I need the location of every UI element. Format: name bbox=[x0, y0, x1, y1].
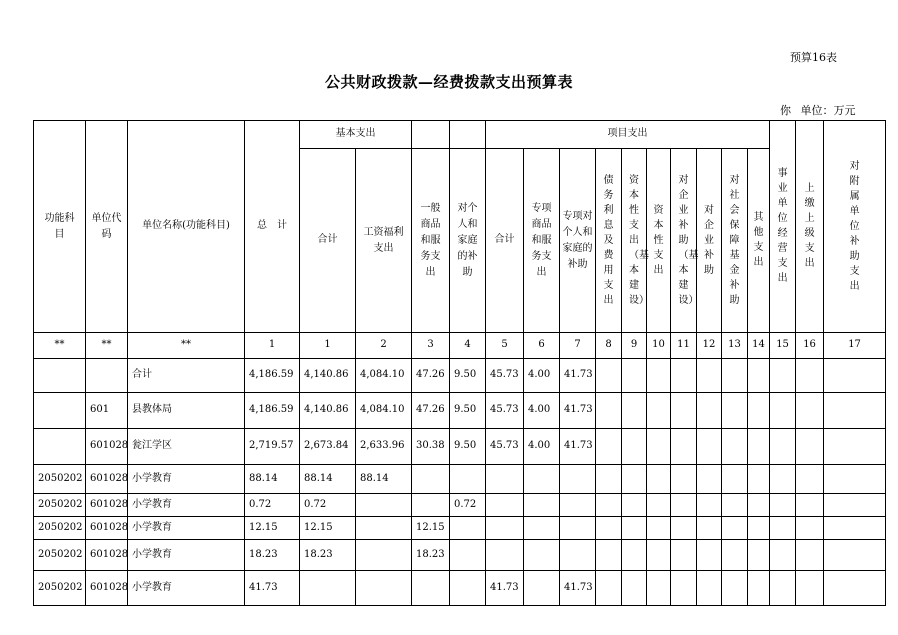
table-cell: 4,140.86 bbox=[300, 359, 356, 393]
table-cell: 合计 bbox=[128, 359, 245, 393]
table-cell bbox=[697, 494, 722, 517]
table-cell bbox=[412, 571, 450, 606]
table-cell: 县教体局 bbox=[128, 393, 245, 429]
table-cell bbox=[356, 540, 412, 571]
header-debt: 债务利息及费用支出 bbox=[596, 149, 622, 333]
table-cell bbox=[524, 494, 560, 517]
table-cell: 601 bbox=[86, 393, 128, 429]
table-cell bbox=[824, 429, 886, 465]
table-cell: 4.00 bbox=[524, 359, 560, 393]
table-cell bbox=[412, 494, 450, 517]
index-cell: 12 bbox=[697, 333, 722, 359]
table-cell: 瓮江学区 bbox=[128, 429, 245, 465]
table-cell bbox=[671, 540, 697, 571]
table-cell bbox=[622, 465, 647, 494]
table-cell: 0.72 bbox=[300, 494, 356, 517]
header-enterprise-build: 对企业补助（基本建设） bbox=[671, 149, 697, 333]
unit-label: 你 单位：万元 bbox=[780, 104, 856, 117]
header-basic-total: 合计 bbox=[300, 149, 356, 333]
table-cell bbox=[524, 465, 560, 494]
table-cell: 601028 bbox=[86, 465, 128, 494]
table-cell bbox=[622, 517, 647, 540]
table-cell: 2,719.57 bbox=[245, 429, 300, 465]
table-cell bbox=[748, 359, 770, 393]
table-cell: 47.26 bbox=[412, 393, 450, 429]
index-cell: 8 bbox=[596, 333, 622, 359]
table-cell: 4,084.10 bbox=[356, 393, 412, 429]
table-cell bbox=[86, 359, 128, 393]
table-cell: 2050202 bbox=[34, 465, 86, 494]
header-unit-code: 单位代码 bbox=[86, 121, 128, 333]
table-cell bbox=[796, 465, 824, 494]
table-cell bbox=[486, 465, 524, 494]
table-cell bbox=[524, 540, 560, 571]
table-cell bbox=[671, 393, 697, 429]
header-goods: 一般商品和服务支出 bbox=[412, 149, 450, 333]
table-cell: 601028 bbox=[86, 540, 128, 571]
table-row bbox=[34, 517, 886, 540]
header-unit-name: 单位名称(功能科目) bbox=[128, 121, 245, 333]
table-cell: 45.73 bbox=[486, 359, 524, 393]
table-cell bbox=[770, 571, 796, 606]
table-cell bbox=[486, 540, 524, 571]
table-cell bbox=[671, 429, 697, 465]
table-cell bbox=[596, 571, 622, 606]
table-cell: 18.23 bbox=[245, 540, 300, 571]
index-cell: 9 bbox=[622, 333, 647, 359]
table-cell: 2,633.96 bbox=[356, 429, 412, 465]
table-cell: 12.15 bbox=[412, 517, 450, 540]
table-cell bbox=[697, 571, 722, 606]
table-cell bbox=[796, 393, 824, 429]
table-cell: 2050202 bbox=[34, 540, 86, 571]
table-cell: 2050202 bbox=[34, 571, 86, 606]
table-cell bbox=[770, 517, 796, 540]
table-cell bbox=[647, 429, 671, 465]
table-cell bbox=[647, 393, 671, 429]
table-cell bbox=[748, 494, 770, 517]
index-cell: 14 bbox=[748, 333, 770, 359]
table-cell: 45.73 bbox=[486, 429, 524, 465]
table-cell bbox=[356, 571, 412, 606]
table-cell: 601028 bbox=[86, 429, 128, 465]
table-cell: 41.73 bbox=[245, 571, 300, 606]
table-cell: 9.50 bbox=[450, 359, 486, 393]
table-cell: 2050202 bbox=[34, 494, 86, 517]
table-cell bbox=[450, 540, 486, 571]
table-cell bbox=[770, 359, 796, 393]
table-cell bbox=[824, 393, 886, 429]
form-number: 预算16表 bbox=[790, 51, 837, 64]
header-enterprise: 对企业补助 bbox=[697, 149, 722, 333]
table-cell: 18.23 bbox=[412, 540, 450, 571]
header-blank-2 bbox=[450, 121, 486, 149]
index-cell: ** bbox=[34, 333, 86, 359]
index-cell: 10 bbox=[647, 333, 671, 359]
table-cell bbox=[647, 517, 671, 540]
header-proj-goods: 专项商品和服务支出 bbox=[524, 149, 560, 333]
table-cell bbox=[412, 465, 450, 494]
table-cell bbox=[722, 571, 748, 606]
table-cell: 41.73 bbox=[486, 571, 524, 606]
budget-table bbox=[33, 120, 886, 606]
index-cell: 16 bbox=[796, 333, 824, 359]
header-proj-personal: 专项对个人和家庭的补助 bbox=[560, 149, 596, 333]
index-cell: ** bbox=[128, 333, 245, 359]
table-cell bbox=[697, 540, 722, 571]
table-cell bbox=[770, 465, 796, 494]
table-cell bbox=[722, 540, 748, 571]
header-social: 对社会保障基金补助 bbox=[722, 149, 748, 333]
header-subsidiary: 对附属单位补助支出 bbox=[824, 121, 886, 333]
header-blank-1 bbox=[412, 121, 450, 149]
table-cell bbox=[622, 393, 647, 429]
header-capital-build: 资本性支出（基本建设） bbox=[622, 149, 647, 333]
index-cell: 17 bbox=[824, 333, 886, 359]
table-cell bbox=[450, 465, 486, 494]
index-cell: 1 bbox=[245, 333, 300, 359]
table-cell bbox=[560, 517, 596, 540]
table-cell bbox=[647, 494, 671, 517]
table-cell bbox=[34, 359, 86, 393]
table-cell: 小学教育 bbox=[128, 494, 245, 517]
index-cell: 13 bbox=[722, 333, 748, 359]
index-cell: ** bbox=[86, 333, 128, 359]
table-cell bbox=[560, 465, 596, 494]
table-cell bbox=[596, 517, 622, 540]
table-cell bbox=[300, 571, 356, 606]
table-cell bbox=[560, 494, 596, 517]
table-cell bbox=[824, 571, 886, 606]
table-cell bbox=[356, 494, 412, 517]
table-cell: 45.73 bbox=[486, 393, 524, 429]
index-cell: 7 bbox=[560, 333, 596, 359]
table-cell bbox=[596, 494, 622, 517]
table-cell bbox=[622, 494, 647, 517]
table-row bbox=[34, 429, 886, 465]
table-cell bbox=[722, 359, 748, 393]
index-cell: 2 bbox=[356, 333, 412, 359]
table-cell bbox=[622, 540, 647, 571]
table-cell bbox=[671, 517, 697, 540]
table-cell bbox=[824, 494, 886, 517]
table-cell bbox=[770, 393, 796, 429]
table-cell bbox=[748, 571, 770, 606]
table-cell bbox=[748, 465, 770, 494]
table-cell: 9.50 bbox=[450, 429, 486, 465]
table-cell bbox=[796, 517, 824, 540]
table-cell bbox=[697, 393, 722, 429]
table-body bbox=[34, 333, 886, 606]
table-cell bbox=[748, 393, 770, 429]
table-cell: 47.26 bbox=[412, 359, 450, 393]
table-cell bbox=[824, 465, 886, 494]
table-cell: 4,186.59 bbox=[245, 359, 300, 393]
table-cell: 0.72 bbox=[245, 494, 300, 517]
table-cell: 12.15 bbox=[245, 517, 300, 540]
index-cell: 15 bbox=[770, 333, 796, 359]
table-cell: 18.23 bbox=[300, 540, 356, 571]
table-cell: 小学教育 bbox=[128, 517, 245, 540]
table-cell bbox=[824, 517, 886, 540]
table-cell bbox=[796, 540, 824, 571]
index-cell: 1 bbox=[300, 333, 356, 359]
table-cell: 88.14 bbox=[356, 465, 412, 494]
table-cell: 601028 bbox=[86, 571, 128, 606]
table-row bbox=[34, 494, 886, 517]
table-cell bbox=[450, 571, 486, 606]
table-cell: 601028 bbox=[86, 517, 128, 540]
table-cell bbox=[671, 571, 697, 606]
table-cell bbox=[796, 571, 824, 606]
table-cell: 小学教育 bbox=[128, 465, 245, 494]
table-cell bbox=[697, 517, 722, 540]
table-cell bbox=[748, 429, 770, 465]
table-cell: 4,084.10 bbox=[356, 359, 412, 393]
table-cell bbox=[560, 540, 596, 571]
header-project: 项目支出 bbox=[486, 121, 770, 149]
table-cell bbox=[524, 571, 560, 606]
index-cell: 11 bbox=[671, 333, 697, 359]
table-cell: 2,673.84 bbox=[300, 429, 356, 465]
table-cell bbox=[596, 359, 622, 393]
table-cell bbox=[671, 359, 697, 393]
table-cell bbox=[748, 517, 770, 540]
table-cell bbox=[722, 429, 748, 465]
table-cell bbox=[748, 540, 770, 571]
table-row bbox=[34, 465, 886, 494]
table-cell bbox=[596, 465, 622, 494]
table-cell: 0.72 bbox=[450, 494, 486, 517]
table-cell bbox=[596, 429, 622, 465]
table-cell: 41.73 bbox=[560, 393, 596, 429]
table-cell bbox=[622, 429, 647, 465]
table-cell: 4,140.86 bbox=[300, 393, 356, 429]
table-cell bbox=[622, 359, 647, 393]
table-cell bbox=[796, 429, 824, 465]
table-cell: 30.38 bbox=[412, 429, 450, 465]
table-cell: 41.73 bbox=[560, 359, 596, 393]
table-cell bbox=[671, 494, 697, 517]
index-cell: 6 bbox=[524, 333, 560, 359]
table-row bbox=[34, 359, 886, 393]
index-cell: 3 bbox=[412, 333, 450, 359]
table-cell bbox=[697, 359, 722, 393]
table-cell bbox=[824, 540, 886, 571]
header-personal: 对个人和家庭的补助 bbox=[450, 149, 486, 333]
header-func-subject: 功能科目 bbox=[34, 121, 86, 333]
table-cell: 41.73 bbox=[560, 571, 596, 606]
table-row bbox=[34, 571, 886, 606]
page-title: 公共财政拨款—经费拨款支出预算表 bbox=[324, 73, 573, 91]
table-cell: 4,186.59 bbox=[245, 393, 300, 429]
table-cell bbox=[824, 359, 886, 393]
table-row bbox=[34, 540, 886, 571]
table-cell: 601028 bbox=[86, 494, 128, 517]
table-cell bbox=[486, 517, 524, 540]
table-row bbox=[34, 393, 886, 429]
table-cell bbox=[722, 465, 748, 494]
table-cell bbox=[647, 540, 671, 571]
index-cell: 5 bbox=[486, 333, 524, 359]
table-cell bbox=[722, 393, 748, 429]
table-cell bbox=[770, 540, 796, 571]
table-cell bbox=[647, 465, 671, 494]
header-total: 总 计 bbox=[245, 121, 300, 333]
table-cell bbox=[770, 494, 796, 517]
header-upper: 上缴上级支出 bbox=[796, 121, 824, 333]
table-cell: 4.00 bbox=[524, 429, 560, 465]
table-cell bbox=[450, 517, 486, 540]
table-cell bbox=[697, 429, 722, 465]
table-cell bbox=[486, 494, 524, 517]
table-cell bbox=[647, 571, 671, 606]
table-cell bbox=[524, 517, 560, 540]
table-cell bbox=[671, 465, 697, 494]
table-cell bbox=[596, 540, 622, 571]
table-cell: 小学教育 bbox=[128, 571, 245, 606]
table-cell: 88.14 bbox=[300, 465, 356, 494]
header-other: 其他支出 bbox=[748, 149, 770, 333]
table-cell bbox=[647, 359, 671, 393]
header-business: 事业单位经营支出 bbox=[770, 121, 796, 333]
header-basic: 基本支出 bbox=[300, 121, 412, 149]
table-cell bbox=[356, 517, 412, 540]
table-cell: 9.50 bbox=[450, 393, 486, 429]
table-cell: 2050202 bbox=[34, 517, 86, 540]
table-cell bbox=[622, 571, 647, 606]
table-cell bbox=[796, 359, 824, 393]
table-cell: 88.14 bbox=[245, 465, 300, 494]
table-cell bbox=[34, 393, 86, 429]
index-cell: 4 bbox=[450, 333, 486, 359]
table-cell bbox=[596, 393, 622, 429]
table-cell: 小学教育 bbox=[128, 540, 245, 571]
header-capital: 资本性支出 bbox=[647, 149, 671, 333]
table-cell: 4.00 bbox=[524, 393, 560, 429]
table-cell bbox=[697, 465, 722, 494]
table-cell: 41.73 bbox=[560, 429, 596, 465]
header-wage: 工资福利支出 bbox=[356, 149, 412, 333]
table-cell bbox=[34, 429, 86, 465]
table-cell bbox=[796, 494, 824, 517]
table-cell: 12.15 bbox=[300, 517, 356, 540]
table-cell bbox=[770, 429, 796, 465]
table-cell bbox=[722, 494, 748, 517]
table-cell bbox=[722, 517, 748, 540]
header-proj-total: 合计 bbox=[486, 149, 524, 333]
index-row bbox=[34, 333, 886, 359]
